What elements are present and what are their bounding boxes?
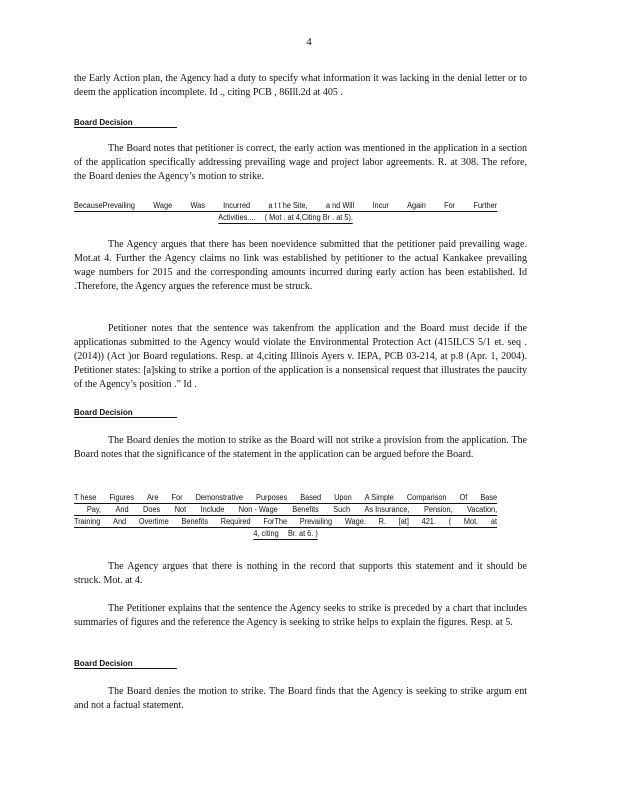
quote-word: Non - Wage — [238, 505, 278, 514]
quote-word: T hese — [74, 493, 97, 502]
page-number: 4 — [306, 36, 312, 48]
quote-word: Benefits — [181, 517, 209, 526]
quote-line — [74, 504, 497, 516]
paragraph: The Agency argues that there has been noevidence submitted that the petitioner paid prevailing wage. Mot.at 4. Further the Agency claims no link was established by petitioner to the actual Kankakee prevailing wage numbers for 2015 and the corresponding amounts incurred during early action has been established. Id .Therefore, the Agency argues the reference must be struck. — [74, 239, 527, 292]
quote-word: Base — [480, 493, 498, 502]
quote-word: A Simple — [364, 493, 394, 502]
quote-word: ForThe — [263, 517, 288, 526]
quote-line — [253, 528, 317, 540]
quote-word: a nd Will — [325, 201, 355, 210]
quote-word: Demonstrative — [195, 493, 244, 502]
quote-word: a t t he Site, — [268, 201, 308, 210]
quote-word: Are — [146, 493, 159, 502]
heading-text: Board Decision — [74, 118, 177, 128]
quote-word: And — [115, 505, 129, 514]
paragraph: The Petitioner explains that the sentence the Agency seeks to strike is preceded by a chart that includes summaries of figures and the reference the Agency is seeking to strike helps to explain the figures. Resp. at 5. — [74, 603, 527, 628]
quote-word: Wage. — [344, 517, 366, 526]
section-heading — [74, 659, 177, 668]
quote-word: ( — [448, 517, 452, 526]
section-heading — [74, 408, 177, 417]
quote-word: Activities.... — [218, 213, 256, 222]
quote-word: Overtime — [138, 517, 169, 526]
paragraph: The Board denies the motion to strike as the Board will not strike a provision from the application. The Board notes that the significance of the statement in the application can be argued before the Board. — [74, 435, 527, 460]
quote-line — [218, 212, 353, 224]
quote-word: Of — [459, 493, 468, 502]
quote-word: Training — [74, 517, 101, 526]
quoted-heading — [74, 200, 497, 224]
quote-word: Wage — [153, 201, 173, 210]
quote-word: Such — [333, 505, 351, 514]
quote-word: As Insurance, — [364, 505, 410, 514]
paragraph: Petitioner notes that the sentence was takenfrom the application and the Board must decide if the applicationas submitted to the Agency would violate the Environmental Protection Act (415ILCS 5/1 et. seq . (2014)) (Act )or Board regulations. Resp. at 4,citing Illinois Ayers v. IEPA, PCB 03-214, at p.8 (Apr. 1, 2004). Petitioner states: [a]sking to strike a portion of the application is a nonsensical request that illustrates the paucity of the Agency’s position .” Id . — [74, 323, 527, 390]
quote-word: Does — [143, 505, 161, 514]
quote-word: Benefits — [292, 505, 319, 514]
quote-line — [74, 200, 497, 212]
quote-word: 421. — [421, 517, 436, 526]
quote-word: Based — [300, 493, 322, 502]
section-heading — [74, 118, 177, 127]
quote-word: [at] — [398, 517, 409, 526]
quote-word: And — [113, 517, 127, 526]
quote-word: Was — [190, 201, 205, 210]
quote-word: For — [444, 201, 456, 210]
quoted-heading — [74, 492, 497, 540]
quote-word: Include — [200, 505, 225, 514]
paragraph: The Board notes that petitioner is correct, the early action was mentioned in the application in a section of the application specifically addressing prevailing wage and project labor agreements. R. at 308. The refore, the Board denies the Agency’s motion to strike. — [74, 143, 527, 182]
quote-word: Prevailing — [299, 517, 333, 526]
quote-word: Comparison — [406, 493, 447, 502]
quote-word: ( Mot . at 4,Citing Br . at 5). — [264, 213, 353, 222]
quote-word: Further — [473, 201, 498, 210]
quote-word: 4, citing — [253, 529, 279, 538]
quote-word: Required — [220, 517, 251, 526]
quote-line — [74, 516, 497, 528]
paragraph: The Agency argues that there is nothing in the record that supports this statement and it should be struck. Mot. at 4. — [74, 561, 527, 586]
quote-word: Vacation, — [467, 505, 498, 514]
quote-word: Again — [407, 201, 426, 210]
quote-word: Pay, — [86, 505, 102, 514]
quote-word: For — [171, 493, 183, 502]
quote-word: Not — [174, 505, 187, 514]
paragraph: the Early Action plan, the Agency had a duty to specify what information it was lacking in the denial letter or to deem the application incomplete. Id ., citing PCB , 86Ill.2d at 405 . — [74, 73, 527, 98]
quote-word: Upon — [334, 493, 352, 502]
quote-word: Pension, — [423, 505, 453, 514]
quote-word: BecausePrevailing — [74, 201, 135, 210]
quote-word: at — [490, 517, 498, 526]
heading-text: Board Decision — [74, 659, 177, 669]
quote-word: Purposes — [256, 493, 288, 502]
heading-text: Board Decision — [74, 408, 177, 418]
quote-word: Incur — [372, 201, 389, 210]
quote-line — [74, 492, 497, 504]
quote-word: R. — [378, 517, 386, 526]
quote-word: Figures — [109, 493, 134, 502]
quote-word: Incurred — [223, 201, 251, 210]
quote-word: Br. at 6. ) — [287, 529, 318, 538]
quote-word: Mot. — [463, 517, 479, 526]
paragraph: The Board denies the motion to strike. The Board finds that the Agency is seeking to strike argum ent and not a factual statement. — [74, 686, 527, 711]
